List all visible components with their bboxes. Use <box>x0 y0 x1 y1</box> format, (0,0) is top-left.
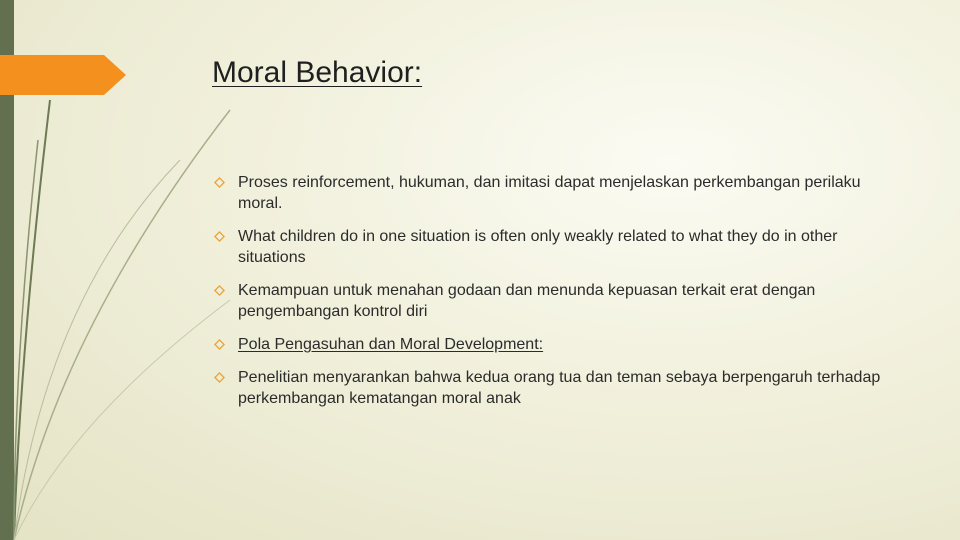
bullet-list <box>214 172 904 421</box>
diamond-outline-icon <box>214 285 225 296</box>
diamond-outline-icon <box>214 339 225 350</box>
bullet-text: Proses reinforcement, hukuman, dan imitasi dapat menjelaskan perkembangan perilaku moral. <box>238 174 861 212</box>
bullet-item <box>214 172 904 214</box>
slide-title: Moral Behavior: <box>212 56 423 89</box>
bullet-item <box>214 367 904 409</box>
diamond-outline-icon <box>214 231 225 242</box>
accent-arrow <box>0 55 126 95</box>
bullet-text: What children do in one situation is often only weakly related to what they do in other situations <box>238 228 838 266</box>
bullet-item <box>214 226 904 268</box>
bullet-text: Pola Pengasuhan dan Moral Development: <box>238 336 544 353</box>
bullet-item <box>214 280 904 322</box>
bullet-text: Kemampuan untuk menahan godaan dan menunda kepuasan terkait erat dengan pengembangan kontrol diri <box>238 282 816 320</box>
bullet-item <box>214 334 904 355</box>
diamond-outline-icon <box>214 177 225 188</box>
bullet-text: Penelitian menyarankan bahwa kedua orang tua dan teman sebaya berpengaruh terhadap perkembangan kematangan moral anak <box>238 369 881 407</box>
diamond-outline-icon <box>214 372 225 383</box>
